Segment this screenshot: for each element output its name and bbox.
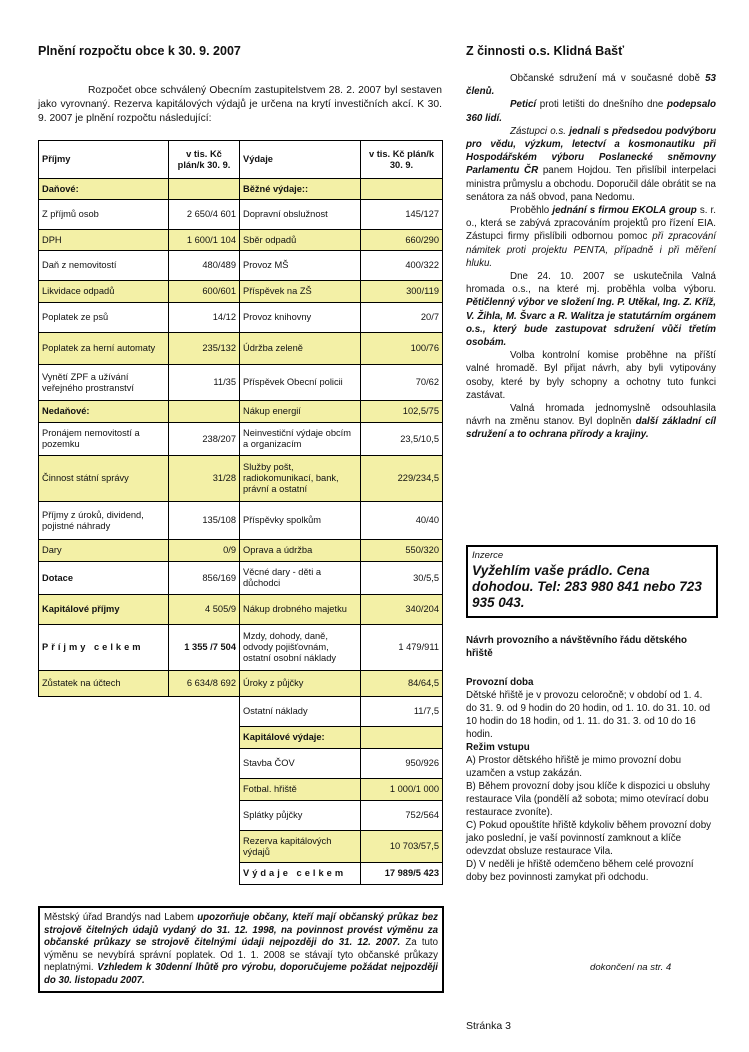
expense-value: 752/564 bbox=[361, 801, 443, 831]
income-value: 0/9 bbox=[169, 540, 240, 562]
income-item: Dary bbox=[39, 540, 169, 562]
income-item: Kapitálové příjmy bbox=[39, 595, 169, 625]
expense-value: 145/127 bbox=[361, 200, 443, 230]
income-item bbox=[39, 779, 169, 801]
expense-value bbox=[361, 727, 443, 749]
paragraph-statutes: Valná hromada jednomyslně odsouhlasila návrh na změnu stanov. Byl doplněn další základní cíl sdružení a to ochrana přírody a krajiny. bbox=[466, 403, 716, 441]
expense-item: Úroky z půjčky bbox=[240, 671, 361, 697]
expense-item: Mzdy, dohody, daně, odvody pojišťovnám, ostatní osobní náklady bbox=[240, 625, 361, 671]
table-row bbox=[39, 540, 443, 562]
income-item bbox=[39, 727, 169, 749]
header-income-unit: v tis. Kč plán/k 30. 9. bbox=[169, 141, 240, 179]
table-row bbox=[39, 671, 443, 697]
income-item: Pronájem nemovitostí a pozemku bbox=[39, 423, 169, 456]
table-row bbox=[39, 697, 443, 727]
expense-item: Sběr odpadů bbox=[240, 230, 361, 251]
paragraph-general-assembly: Dne 24. 10. 2007 se uskutečnila Valná hromada o.s., na které mj. proběhla volba výboru. Pětičlenný výbor ve složení Ing. P. Utěkal, Ing. Z. Kříž, V. Žihla, M. Švarc a R. Walitza je statutárním orgánem o.s., který bude zastupovat sdružení vůči třetím osobám. bbox=[466, 271, 716, 349]
table-row bbox=[39, 401, 443, 423]
expense-item: Příspěvky spolkům bbox=[240, 502, 361, 540]
rules-entry-d: D) V neděli je hřiště odemčeno během celé provozní doby bez povinnosti zamykat při odchodu. bbox=[466, 859, 694, 883]
expense-item: Fotbal. hřiště bbox=[240, 779, 361, 801]
expense-item: Příspěvek Obecní policii bbox=[240, 365, 361, 401]
income-item bbox=[39, 749, 169, 779]
expense-value: 30/5,5 bbox=[361, 562, 443, 595]
expense-item: Věcné dary - děti a důchodci bbox=[240, 562, 361, 595]
expense-value: 102,5/75 bbox=[361, 401, 443, 423]
expense-value: 1 000/1 000 bbox=[361, 779, 443, 801]
rules-entry-b: B) Během provozní doby jsou klíče k dispozici u obsluhy restaurace Vila (pondělí až sobota; mimo otevírací dobu restaurace zvoníte). bbox=[466, 781, 710, 818]
advertisement-label: Inzerce bbox=[472, 550, 504, 561]
advertisement-box bbox=[466, 545, 718, 618]
expense-item: Provoz MŠ bbox=[240, 251, 361, 281]
income-value: 856/169 bbox=[169, 562, 240, 595]
continued-note: dokončení na str. 4 bbox=[590, 962, 672, 973]
income-item: Příjmy z úroků, dividend, pojistné náhrady bbox=[39, 502, 169, 540]
notice-text-1: Městský úřad Brandýs nad Labem bbox=[44, 912, 198, 923]
expense-item: Nákup drobného majetku bbox=[240, 595, 361, 625]
income-value bbox=[169, 801, 240, 831]
notice-bold-1: upozorňuje občany, kteří mají občanský průkaz bez strojově čitelných údajů vydaný do 31. 12. 1998, na povinnost provést výměnu za občanské průkazy se strojově čitelnými údaji nejpozději do 31. 12. 2007. bbox=[44, 912, 438, 948]
table-row bbox=[39, 831, 443, 863]
income-item: Poplatek ze psů bbox=[39, 303, 169, 333]
income-value bbox=[169, 863, 240, 885]
rules-title: Návrh provozního a návštěvního řádu dětského hřiště bbox=[466, 635, 688, 659]
expense-value: 17 989/5 423 bbox=[361, 863, 443, 885]
expense-value: 20/7 bbox=[361, 303, 443, 333]
rules-opening-heading: Provozní doba bbox=[466, 677, 534, 688]
budget-section bbox=[38, 44, 442, 986]
table-row bbox=[39, 779, 443, 801]
income-value bbox=[169, 831, 240, 863]
income-item: Daň z nemovitostí bbox=[39, 251, 169, 281]
playground-rules bbox=[466, 634, 714, 884]
budget-title: Plnění rozpočtu obce k 30. 9. 2007 bbox=[38, 44, 241, 58]
income-item: Dotace bbox=[39, 562, 169, 595]
income-value: 135/108 bbox=[169, 502, 240, 540]
income-item: Činnost státní správy bbox=[39, 456, 169, 502]
expense-item: Služby pošt, radiokomunikací, bank, právní a ostatní bbox=[240, 456, 361, 502]
expense-value: 23,5/10,5 bbox=[361, 423, 443, 456]
table-row bbox=[39, 333, 443, 365]
expense-item: Nákup energií bbox=[240, 401, 361, 423]
income-item: Zůstatek na účtech bbox=[39, 671, 169, 697]
income-item: Poplatek za herní automaty bbox=[39, 333, 169, 365]
expense-item: Oprava a údržba bbox=[240, 540, 361, 562]
expense-item: Výdaje celkem bbox=[240, 863, 361, 885]
table-row bbox=[39, 863, 443, 885]
income-value bbox=[169, 179, 240, 200]
advertisement-text: Vyžehlím vaše prádlo. Cena dohodou. Tel: 283 980 841 nebo 723 935 043. bbox=[472, 563, 702, 610]
income-value: 14/12 bbox=[169, 303, 240, 333]
income-value: 1 355 /7 504 bbox=[169, 625, 240, 671]
page-number: Stránka 3 bbox=[466, 1020, 511, 1032]
notice-text-2: Za tuto výměnu se nevybírá správní poplatek. Od 1. 1. 2008 se stávají tyto občanské průkazy neplatnými. bbox=[44, 937, 438, 973]
expense-value: 84/64,5 bbox=[361, 671, 443, 697]
rules-entry-heading: Režim vstupu bbox=[466, 742, 530, 753]
income-value: 238/207 bbox=[169, 423, 240, 456]
income-value: 600/601 bbox=[169, 281, 240, 303]
expense-item: Stavba ČOV bbox=[240, 749, 361, 779]
association-title: Z činnosti o.s. Klidná Bašť bbox=[466, 44, 625, 58]
header-income: Příjmy bbox=[39, 141, 169, 179]
expense-value: 11/7,5 bbox=[361, 697, 443, 727]
table-row bbox=[39, 749, 443, 779]
income-item bbox=[39, 697, 169, 727]
expense-item: Neinvestiční výdaje obcím a organizacím bbox=[240, 423, 361, 456]
paragraph-ekola: Proběhlo jednání s firmou EKOLA group s. r. o., která se zabývá zpracováním projektů pro řízení EIA. Zástupci firmy přislíbili odbornou pomoc při zpracování námitek proti projektu PENTA, případně i při měření hluku. bbox=[466, 205, 716, 269]
income-value: 2 650/4 601 bbox=[169, 200, 240, 230]
table-row bbox=[39, 303, 443, 333]
expense-value: 300/119 bbox=[361, 281, 443, 303]
expense-value: 400/322 bbox=[361, 251, 443, 281]
budget-table bbox=[38, 140, 443, 885]
income-item bbox=[39, 801, 169, 831]
expense-item: Ostatní náklady bbox=[240, 697, 361, 727]
income-value: 1 600/1 104 bbox=[169, 230, 240, 251]
expense-value: 229/234,5 bbox=[361, 456, 443, 502]
expense-value: 340/204 bbox=[361, 595, 443, 625]
table-row bbox=[39, 200, 443, 230]
rules-entry-a: A) Prostor dětského hřiště je mimo provozní dobu uzamčen a vstup zakázán. bbox=[466, 755, 682, 779]
income-value: 480/489 bbox=[169, 251, 240, 281]
income-item: Nedaňové: bbox=[39, 401, 169, 423]
expense-item: Provoz knihovny bbox=[240, 303, 361, 333]
expense-item: Dopravní obslužnost bbox=[240, 200, 361, 230]
table-row bbox=[39, 423, 443, 456]
association-section bbox=[466, 44, 716, 442]
income-value: 31/28 bbox=[169, 456, 240, 502]
table-row bbox=[39, 281, 443, 303]
expense-value: 660/290 bbox=[361, 230, 443, 251]
table-row bbox=[39, 801, 443, 831]
expense-item: Běžné výdaje:: bbox=[240, 179, 361, 200]
table-row bbox=[39, 562, 443, 595]
paragraph-members: Občanské sdružení má v současné době 53 členů. bbox=[466, 73, 716, 98]
paragraph-commission: Volba kontrolní komise proběhne na příští valné hromadě. Byl přijat návrh, aby byli vytipovány osoby, které by byly schopny a ochotny tuto funkci zastávat. bbox=[466, 350, 716, 401]
income-value bbox=[169, 749, 240, 779]
income-value bbox=[169, 697, 240, 727]
income-item: Vynětí ZPF a užívání veřejného prostranství bbox=[39, 365, 169, 401]
expense-value: 1 479/911 bbox=[361, 625, 443, 671]
expense-value: 100/76 bbox=[361, 333, 443, 365]
table-row bbox=[39, 251, 443, 281]
expense-value: 10 703/57,5 bbox=[361, 831, 443, 863]
income-item bbox=[39, 831, 169, 863]
paragraph-petition: Peticí proti letišti do dnešního dne podepsalo 360 lidí. bbox=[466, 99, 716, 124]
budget-intro: Rozpočet obce schválený Obecním zastupitelstvem 28. 2. 2007 byl sestaven jako vyrovnaný. Rezerva kapitálových výdajů je určena na krytí investičních akcí. K 30. 9. 2007 je plnění rozpočtu následující: bbox=[38, 85, 442, 124]
expense-value: 950/926 bbox=[361, 749, 443, 779]
id-card-notice bbox=[38, 906, 444, 993]
income-item: Příjmy celkem bbox=[39, 625, 169, 671]
table-row bbox=[39, 502, 443, 540]
income-item: Z příjmů osob bbox=[39, 200, 169, 230]
expense-item: Příspěvek na ZŠ bbox=[240, 281, 361, 303]
expense-value: 40/40 bbox=[361, 502, 443, 540]
expense-item: Kapitálové výdaje: bbox=[240, 727, 361, 749]
income-item bbox=[39, 863, 169, 885]
expense-item: Splátky půjčky bbox=[240, 801, 361, 831]
rules-opening-text: Dětské hřiště je v provozu celoročně; v období od 1. 4. do 31. 9. od 9 hodin do 20 hodin, od 1. 10. do 31. 10. od 10 hodin do 18 hodin, od 1. 11. do 31. 3. od 10 do 16 hodin. bbox=[466, 690, 711, 740]
budget-table-body bbox=[39, 179, 443, 885]
header-expenses: Výdaje bbox=[240, 141, 361, 179]
table-row bbox=[39, 365, 443, 401]
expense-value: 70/62 bbox=[361, 365, 443, 401]
table-row bbox=[39, 456, 443, 502]
paragraph-meeting: Zástupci o.s. jednali s předsedou podvýboru pro vědu, výzkum, letectví a kosmonautiku při Hospodářském výboru Poslanecké sněmovny Parlamentu ČR panem Hojdou. Ten přislíbil interpelaci ministra průmyslu a obchodu. Doporučil dále obrátit se na senátora za náš obvod, pana Nedomu. bbox=[466, 125, 717, 203]
income-item: DPH bbox=[39, 230, 169, 251]
table-row bbox=[39, 179, 443, 200]
expense-item: Rezerva kapitálových výdajů bbox=[240, 831, 361, 863]
table-row bbox=[39, 625, 443, 671]
header-expenses-unit: v tis. Kč plán/k 30. 9. bbox=[361, 141, 443, 179]
expense-value bbox=[361, 179, 443, 200]
income-item: Daňové: bbox=[39, 179, 169, 200]
table-row bbox=[39, 727, 443, 749]
income-value: 235/132 bbox=[169, 333, 240, 365]
income-item: Likvidace odpadů bbox=[39, 281, 169, 303]
income-value: 4 505/9 bbox=[169, 595, 240, 625]
income-value bbox=[169, 727, 240, 749]
table-row bbox=[39, 230, 443, 251]
income-value bbox=[169, 779, 240, 801]
income-value: 11/35 bbox=[169, 365, 240, 401]
expense-value: 550/320 bbox=[361, 540, 443, 562]
expense-item: Údržba zeleně bbox=[240, 333, 361, 365]
rules-entry-c: C) Pokud opouštíte hřiště kdykoliv během provozní doby jako poslední, je vaší povinností zamknout a klíče odevzdat obsluze restaurace Vila. bbox=[466, 820, 712, 857]
table-row bbox=[39, 595, 443, 625]
income-value bbox=[169, 401, 240, 423]
notice-bold-2: Vzhledem k 30denní lhůtě pro výrobu, doporučujeme požádat nejpozději do 30. listopadu 2007. bbox=[44, 962, 438, 986]
income-value: 6 634/8 692 bbox=[169, 671, 240, 697]
